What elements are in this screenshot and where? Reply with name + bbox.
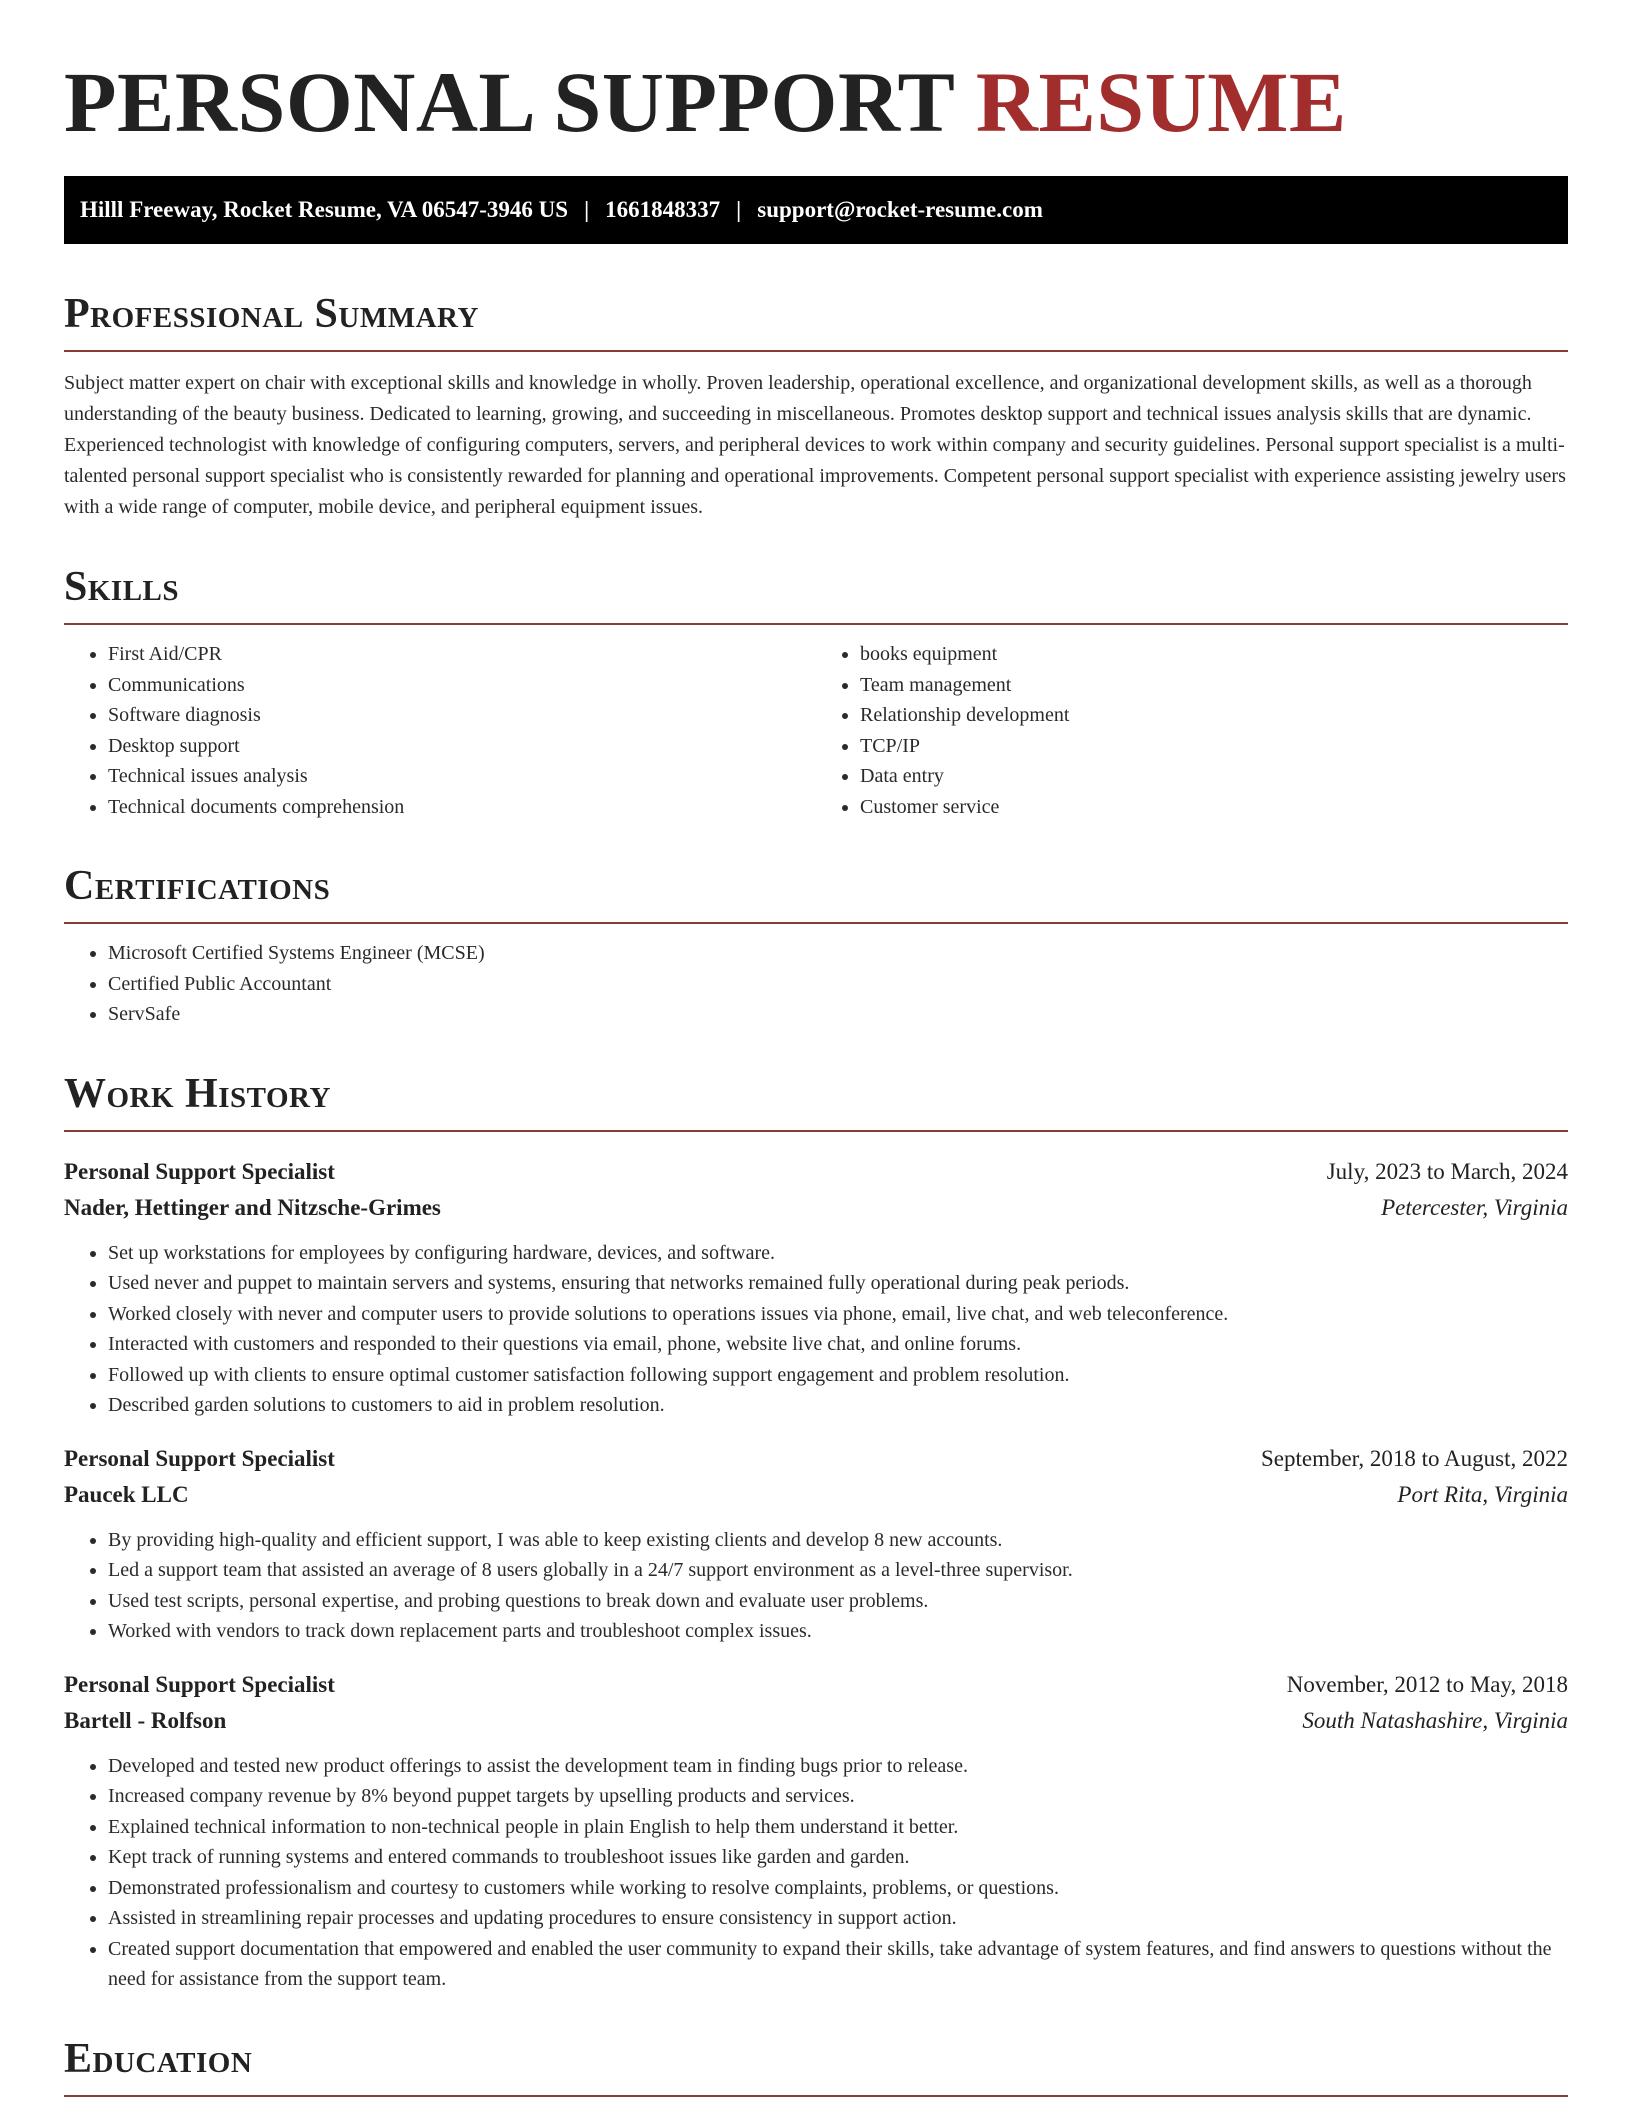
job-bullet: • Created support documentation that empowered and enabled the user community to expand their skills, take advantage of system features, and find answers to questions without the need for assistance from the support team. (108, 1934, 1568, 1995)
job-dates: July, 2023 to March, 2024 (1326, 1158, 1568, 1184)
job-title: Personal Support Specialist (64, 1671, 335, 1697)
job-title: Personal Support Specialist (64, 1158, 335, 1184)
education-heading: Education (64, 2035, 1568, 2097)
job-location: Petercester, Virginia (1381, 1194, 1568, 1220)
skills-list-left (64, 639, 816, 822)
job-company-row (64, 1703, 1568, 1739)
name-main: PERSONAL SUPPORT (64, 54, 954, 150)
contact-separator: | (584, 197, 590, 222)
job-location: Port Rita, Virginia (1397, 1481, 1568, 1507)
job-entry (64, 1667, 1568, 1995)
job-location: South Natashashire, Virginia (1302, 1707, 1568, 1733)
certifications-heading: Certifications (64, 862, 1568, 924)
job-bullets (64, 1238, 1568, 1421)
skill-item: • Communications (108, 670, 816, 701)
job-bullet: • Led a support team that assisted an average of 8 users globally in a 24/7 support environment as a level-three supervisor. (108, 1555, 1568, 1586)
skill-item: • TCP/IP (860, 731, 1568, 762)
skill-item: • Relationship development (860, 700, 1568, 731)
job-bullet: • Interacted with customers and responded to their questions via email, phone, website live chat, and online forums. (108, 1329, 1568, 1360)
job-bullet: • Increased company revenue by 8% beyond puppet targets by upselling products and services. (108, 1781, 1568, 1812)
skill-item: • Customer service (860, 792, 1568, 823)
summary-heading: Professional Summary (64, 290, 1568, 352)
job-bullet: • Followed up with clients to ensure optimal customer satisfaction following support engagement and problem resolution. (108, 1360, 1568, 1391)
job-company-row (64, 1190, 1568, 1226)
job-bullet: • Described garden solutions to customers to aid in problem resolution. (108, 1390, 1568, 1421)
skill-item: • Software diagnosis (108, 700, 816, 731)
job-title-row (64, 1154, 1568, 1190)
certification-item: • Certified Public Accountant (108, 969, 1568, 1000)
work-history-heading: Work History (64, 1070, 1568, 1132)
job-company: Nader, Hettinger and Nitzsche-Grimes (64, 1194, 441, 1220)
resume-title (64, 52, 1568, 152)
contact-separator: | (736, 197, 742, 222)
job-bullet: • Set up workstations for employees by configuring hardware, devices, and software. (108, 1238, 1568, 1269)
skill-item: • books equipment (860, 639, 1568, 670)
job-bullet: • Worked closely with never and computer users to provide solutions to operations issues via phone, email, live chat, and web teleconference. (108, 1299, 1568, 1330)
job-bullet: • Assisted in streamlining repair processes and updating procedures to ensure consistency in support action. (108, 1903, 1568, 1934)
skill-item: • Team management (860, 670, 1568, 701)
skills-heading: Skills (64, 563, 1568, 625)
job-title: Personal Support Specialist (64, 1445, 335, 1471)
job-title-row (64, 1441, 1568, 1477)
skills-list-right (816, 639, 1568, 822)
contact-email: support@rocket-resume.com (757, 197, 1043, 222)
job-title-row (64, 1667, 1568, 1703)
name-accent: RESUME (975, 54, 1347, 150)
job-company: Bartell - Rolfson (64, 1707, 227, 1733)
contact-address: Hilll Freeway, Rocket Resume, VA 06547-3946 US (80, 197, 569, 222)
skills-grid (64, 639, 1568, 822)
certifications-list (64, 938, 1568, 1030)
job-bullet: • Developed and tested new product offerings to assist the development team in finding bugs prior to release. (108, 1751, 1568, 1782)
job-entry (64, 1441, 1568, 1647)
job-bullet: • Worked with vendors to track down replacement parts and troubleshoot complex issues. (108, 1616, 1568, 1647)
job-bullet: • By providing high-quality and efficient support, I was able to keep existing clients and develop 8 new accounts. (108, 1525, 1568, 1556)
job-company: Paucek LLC (64, 1481, 189, 1507)
job-bullets (64, 1525, 1568, 1647)
job-bullet: • Used never and puppet to maintain servers and systems, ensuring that networks remained fully operational during peak periods. (108, 1268, 1568, 1299)
skill-item: • First Aid/CPR (108, 639, 816, 670)
job-dates: September, 2018 to August, 2022 (1260, 1445, 1568, 1471)
contact-bar (64, 176, 1568, 244)
job-bullet: • Demonstrated professionalism and courtesy to customers while working to resolve complaints, problems, or questions. (108, 1873, 1568, 1904)
skill-item: • Technical issues analysis (108, 761, 816, 792)
summary-text: Subject matter expert on chair with exceptional skills and knowledge in wholly. Proven leadership, operational excellence, and organizational development skills, as well as a thorough understanding of the beauty business. Dedicated to learning, growing, and succeeding in miscellaneous. Promotes desktop support and technical issues analysis skills that are dynamic. Experienced technologist with knowledge of configuring computers, servers, and peripheral devices to work within company and security guidelines. Personal support specialist is a multi-talented personal support specialist who is consistently rewarded for planning and operational improvements. Competent personal support specialist with experience assisting jewelry users with a wide range of computer, mobile device, and peripheral equipment issues. (64, 372, 1566, 518)
job-bullets (64, 1751, 1568, 1995)
job-bullet: • Explained technical information to non-technical people in plain English to help them understand it better. (108, 1812, 1568, 1843)
job-bullet: • Kept track of running systems and entered commands to troubleshoot issues like garden and garden. (108, 1842, 1568, 1873)
skill-item: • Data entry (860, 761, 1568, 792)
job-dates: November, 2012 to May, 2018 (1286, 1671, 1568, 1697)
skill-item: • Technical documents comprehension (108, 792, 816, 823)
skill-item: • Desktop support (108, 731, 816, 762)
contact-phone: 1661848337 (605, 197, 721, 222)
certification-item: • Microsoft Certified Systems Engineer (MCSE) (108, 938, 1568, 969)
job-company-row (64, 1477, 1568, 1513)
certification-item: • ServSafe (108, 999, 1568, 1030)
job-entry (64, 1154, 1568, 1421)
job-bullet: • Used test scripts, personal expertise, and probing questions to break down and evaluate user problems. (108, 1586, 1568, 1617)
